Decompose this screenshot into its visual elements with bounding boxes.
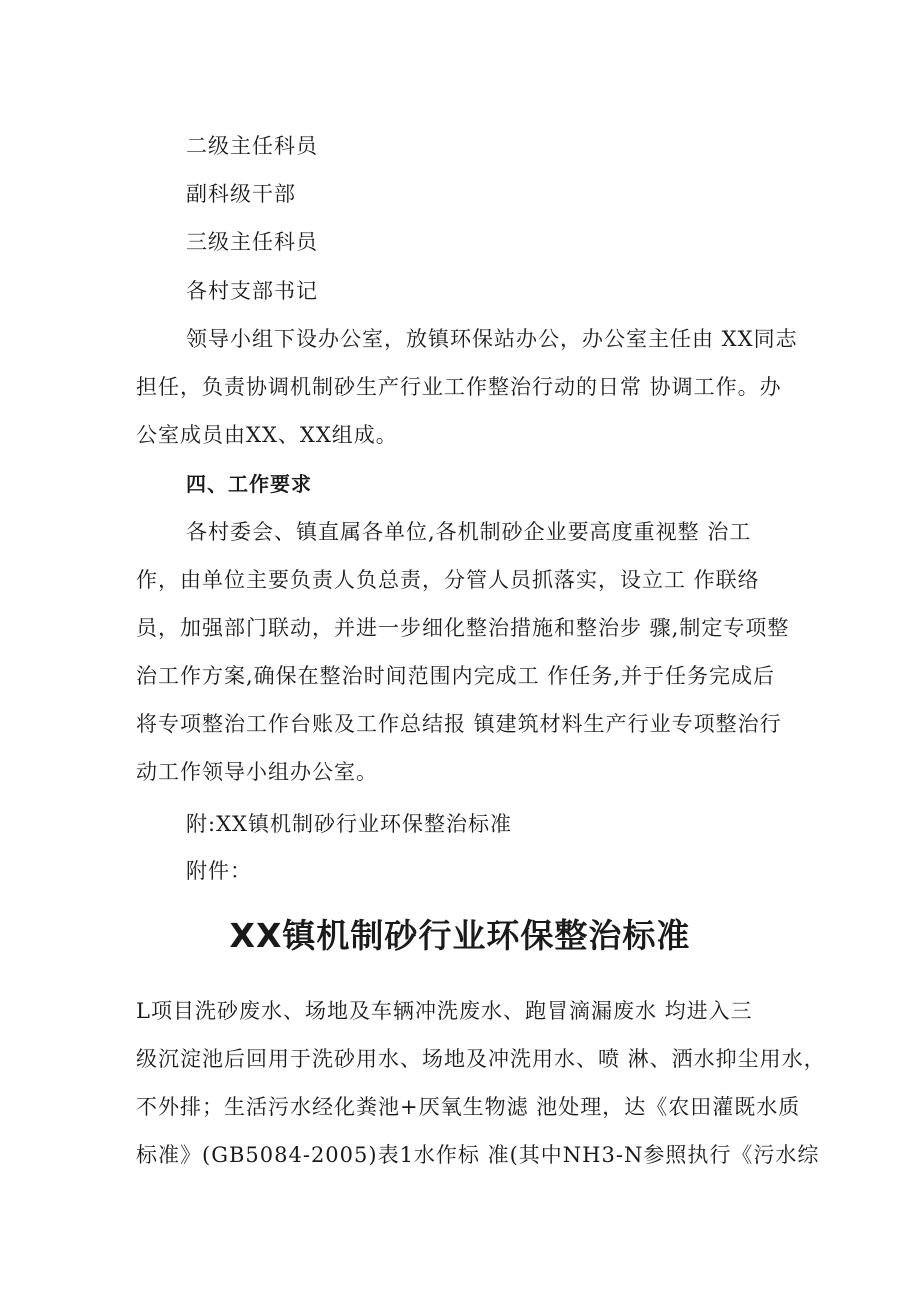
member-line: 副科级干部 — [186, 182, 296, 206]
standard-paragraph-line: 不外排；生活污水经化粪池+厌氧生物滤 池处理，达《农田灌既水质 — [136, 1095, 801, 1119]
section-heading: 四、工作要求 — [186, 472, 312, 496]
member-line: 三级主任科员 — [186, 230, 318, 254]
requirements-paragraph-line: 员，加强部门联动，并进一步细化整治措施和整治步 骤,制定专项整 — [136, 616, 790, 640]
requirements-paragraph-line: 各村委会、镇直属各单位,各机制砂企业要高度重视整 治工 — [186, 520, 752, 544]
member-line: 各村支部书记 — [186, 279, 318, 303]
standard-paragraph-line: 标准》(GB5084-2005)表1水作标 准(其中NH3-N参照执行《污水综 — [136, 1143, 820, 1167]
attachment-note: 附:XX镇机制砂行业环保整治标准 — [186, 812, 512, 836]
requirements-paragraph-line: 治工作方案,确保在整治时间范围内完成工 作任务,并于任务完成后 — [136, 664, 776, 688]
standard-paragraph-line: 级沉淀池后回用于洗砂用水、场地及冲洗用水、喷 淋、洒水抑尘用水， — [136, 1047, 826, 1071]
office-paragraph-line: 公室成员由XX、XX组成。 — [136, 423, 398, 447]
office-paragraph-line: 领导小组下设办公室，放镇环保站办公，办公室主任由 XX同志 — [186, 327, 798, 351]
standard-title: XX镇机制砂行业环保整治标准 — [229, 916, 691, 955]
requirements-paragraph-line: 动工作领导小组办公室。 — [136, 760, 378, 784]
member-line: 二级主任科员 — [186, 134, 318, 158]
requirements-paragraph-line: 将专项整治工作台账及工作总结报 镇建筑材料生产行业专项整治行 — [136, 712, 782, 736]
requirements-paragraph-line: 作，由单位主要负责人负总责，分管人员抓落实，设立工 作联络 — [136, 568, 760, 592]
attachment-label: 附件： — [186, 859, 252, 883]
office-paragraph-line: 担任，负责协调机制砂生产行业工作整治行动的日常 协调工作。办 — [136, 375, 782, 399]
standard-paragraph-line: L项目洗砂废水、场地及车辆冲洗废水、跑冒滴漏废水 均进入三 — [136, 999, 753, 1023]
